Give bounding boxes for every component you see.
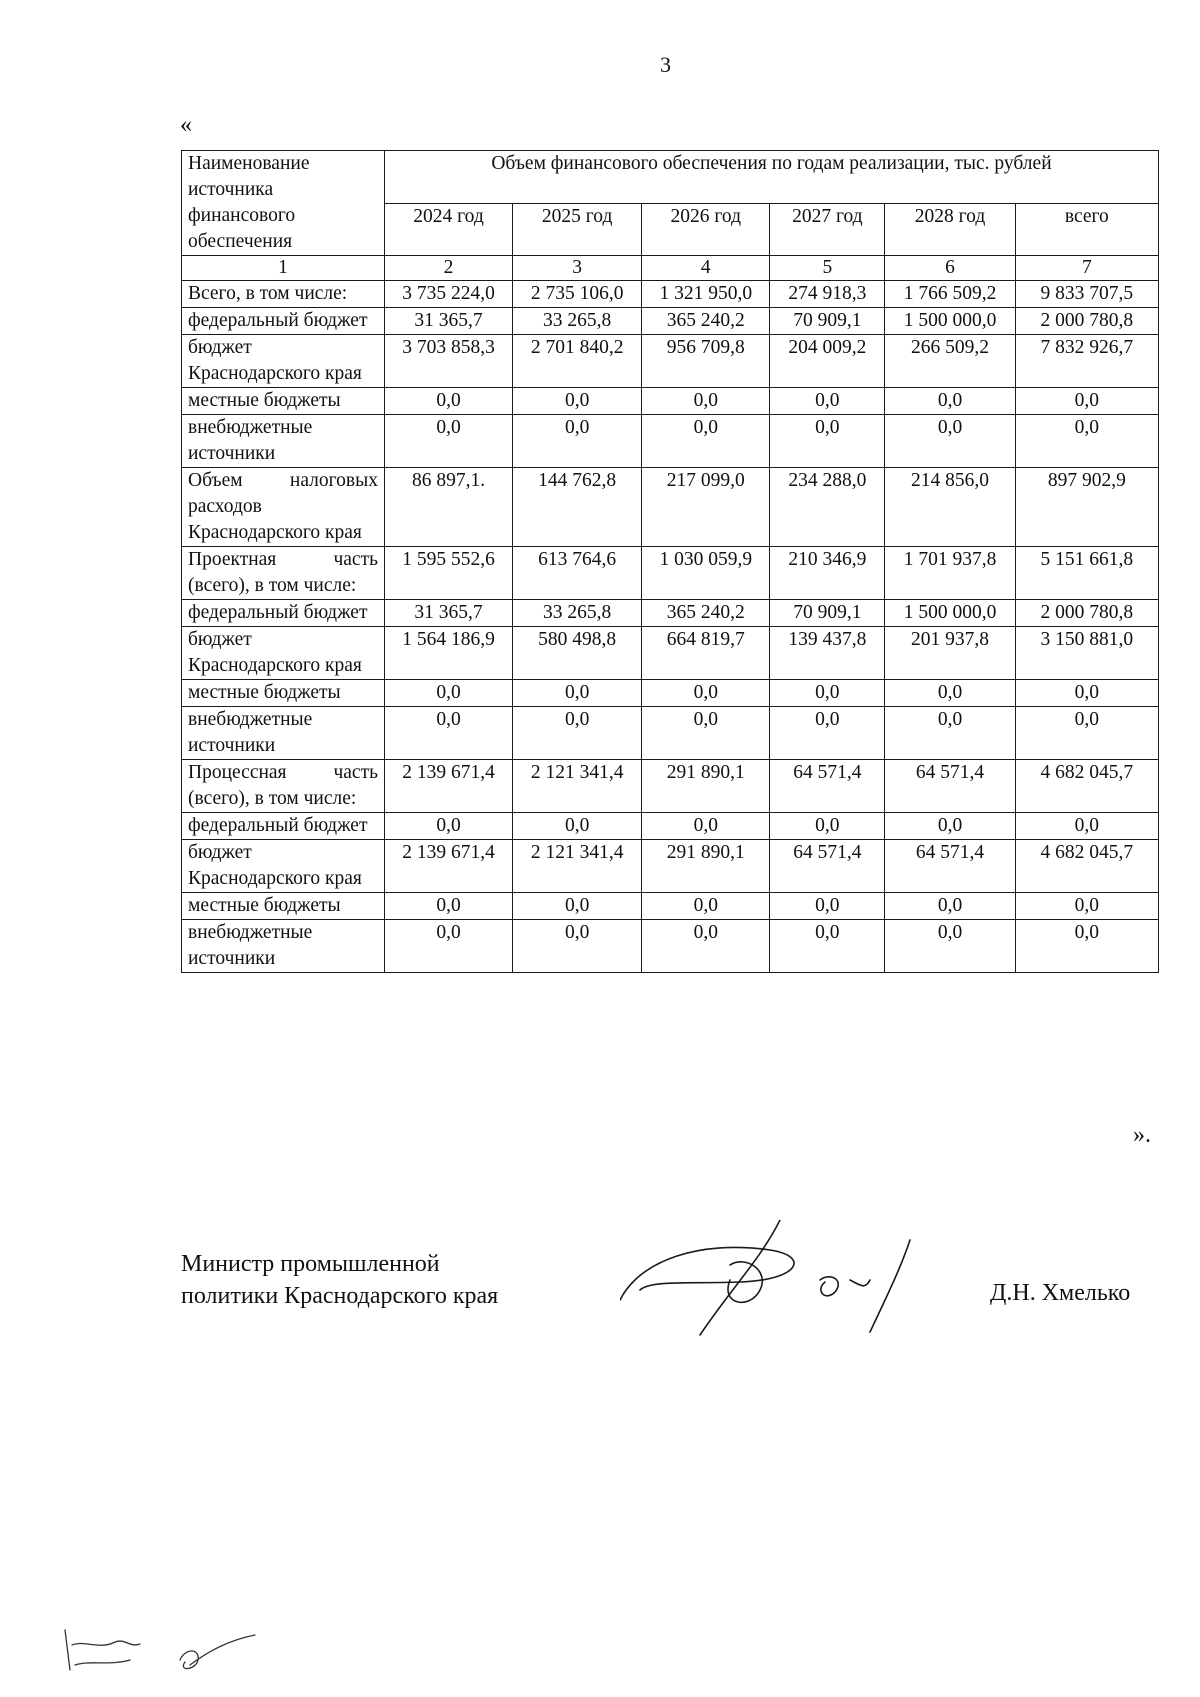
value-cell: 64 571,4 [770,760,885,813]
table-row [182,893,1159,920]
row-total-cell: 4 682 045,7 [1015,840,1158,893]
row-total-cell: 2 000 780,8 [1015,600,1158,627]
header-row [182,151,1159,204]
row-label: федеральный бюджет [182,813,385,840]
table-row [182,308,1159,335]
value-cell: 0,0 [770,680,885,707]
row-label: местные бюджеты [182,680,385,707]
value-cell: 0,0 [384,813,512,840]
value-cell: 70 909,1 [770,308,885,335]
row-total-cell: 0,0 [1015,893,1158,920]
value-cell: 70 909,1 [770,600,885,627]
value-cell: 31 365,7 [384,308,512,335]
value-cell: 0,0 [885,920,1015,973]
row-label: бюджет Краснодарского края [182,335,385,388]
table-row [182,813,1159,840]
value-cell: 0,0 [642,893,770,920]
column-number: 6 [885,256,1015,281]
value-cell: 3 735 224,0 [384,281,512,308]
year-header: 2026 год [642,203,770,256]
row-label: федеральный бюджет [182,600,385,627]
opening-quote: « [180,112,192,138]
year-header: 2024 год [384,203,512,256]
row-total-cell: 897 902,9 [1015,468,1158,547]
value-cell: 144 762,8 [513,468,642,547]
table-row [182,468,1159,547]
value-cell: 1 766 509,2 [885,281,1015,308]
value-cell: 0,0 [642,388,770,415]
row-label: внебюджетные источники [182,707,385,760]
closing-quote: ». [1133,1122,1151,1148]
column-number: 5 [770,256,885,281]
handwritten-signature [620,1220,940,1340]
value-cell: 217 099,0 [642,468,770,547]
value-cell: 1 321 950,0 [642,281,770,308]
value-cell: 33 265,8 [513,600,642,627]
initials-scribble [60,1620,260,1690]
row-label: Объем налоговых расходов Краснодарского края [182,468,385,547]
table-row [182,680,1159,707]
table-row [182,707,1159,760]
value-cell: 64 571,4 [885,840,1015,893]
value-cell: 201 937,8 [885,627,1015,680]
row-label: Процессная часть (всего), в том числе: [182,760,385,813]
value-cell: 0,0 [642,415,770,468]
value-cell: 0,0 [384,680,512,707]
row-total-cell: 3 150 881,0 [1015,627,1158,680]
signatory-position [181,1248,498,1312]
value-cell: 266 509,2 [885,335,1015,388]
value-cell: 2 121 341,4 [513,760,642,813]
value-cell: 1 500 000,0 [885,600,1015,627]
value-cell: 0,0 [384,893,512,920]
value-cell: 0,0 [642,707,770,760]
value-cell: 214 856,0 [885,468,1015,547]
column-number: 4 [642,256,770,281]
value-cell: 0,0 [770,893,885,920]
value-cell: 0,0 [885,388,1015,415]
value-cell: 64 571,4 [770,840,885,893]
row-total-cell: 9 833 707,5 [1015,281,1158,308]
value-cell: 365 240,2 [642,600,770,627]
year-header: 2028 год [885,203,1015,256]
row-label: местные бюджеты [182,388,385,415]
row-total-cell: 4 682 045,7 [1015,760,1158,813]
row-total-cell: 2 000 780,8 [1015,308,1158,335]
column-number: 1 [182,256,385,281]
value-cell: 0,0 [384,920,512,973]
table-row [182,281,1159,308]
row-label: федеральный бюджет [182,308,385,335]
value-cell: 139 437,8 [770,627,885,680]
value-cell: 956 709,8 [642,335,770,388]
signatory-name: Д.Н. Хмелько [990,1280,1131,1306]
row-total-cell: 0,0 [1015,415,1158,468]
row-label: внебюджетные источники [182,920,385,973]
row-total-cell: 0,0 [1015,813,1158,840]
value-cell: 1 500 000,0 [885,308,1015,335]
column-number: 2 [384,256,512,281]
column-number: 3 [513,256,642,281]
value-cell: 2 735 106,0 [513,281,642,308]
value-cell: 365 240,2 [642,308,770,335]
position-line: Министр промышленной [181,1251,440,1277]
page-number: 3 [660,52,671,77]
value-cell: 3 703 858,3 [384,335,512,388]
row-label: Проектная часть (всего), в том числе: [182,547,385,600]
row-total-cell: 0,0 [1015,707,1158,760]
row-total-cell: 0,0 [1015,680,1158,707]
value-cell: 0,0 [642,813,770,840]
value-cell: 1 564 186,9 [384,627,512,680]
value-cell: 31 365,7 [384,600,512,627]
table-row [182,388,1159,415]
row-label: бюджет Краснодарского края [182,840,385,893]
row-total-cell: 0,0 [1015,920,1158,973]
total-header: всего [1015,203,1158,256]
value-cell: 0,0 [384,415,512,468]
header-source: Наименование источника финансового обеспечения [182,151,385,256]
value-cell: 0,0 [770,813,885,840]
value-cell: 2 121 341,4 [513,840,642,893]
table-row [182,600,1159,627]
column-number: 7 [1015,256,1158,281]
value-cell: 664 819,7 [642,627,770,680]
value-cell: 0,0 [885,893,1015,920]
value-cell: 204 009,2 [770,335,885,388]
value-cell: 0,0 [513,707,642,760]
table-body [182,281,1159,973]
row-total-cell: 0,0 [1015,388,1158,415]
value-cell: 0,0 [384,707,512,760]
value-cell: 0,0 [885,707,1015,760]
value-cell: 0,0 [513,388,642,415]
value-cell: 0,0 [770,415,885,468]
value-cell: 0,0 [513,680,642,707]
value-cell: 0,0 [513,893,642,920]
year-header: 2025 год [513,203,642,256]
row-total-cell: 5 151 661,8 [1015,547,1158,600]
value-cell: 0,0 [513,920,642,973]
value-cell: 210 346,9 [770,547,885,600]
header-volume: Объем финансового обеспечения по годам реализации, тыс. рублей [384,151,1158,204]
value-cell: 2 139 671,4 [384,760,512,813]
value-cell: 0,0 [885,813,1015,840]
value-cell: 1 595 552,6 [384,547,512,600]
value-cell: 234 288,0 [770,468,885,547]
table-row [182,627,1159,680]
value-cell: 0,0 [770,388,885,415]
value-cell: 1 030 059,9 [642,547,770,600]
value-cell: 86 897,1. [384,468,512,547]
row-label: внебюджетные источники [182,415,385,468]
value-cell: 0,0 [885,415,1015,468]
row-total-cell: 7 832 926,7 [1015,335,1158,388]
table-row [182,760,1159,813]
row-label: местные бюджеты [182,893,385,920]
table-row [182,415,1159,468]
value-cell: 274 918,3 [770,281,885,308]
value-cell: 2 139 671,4 [384,840,512,893]
value-cell: 291 890,1 [642,840,770,893]
table-row [182,840,1159,893]
value-cell: 580 498,8 [513,627,642,680]
value-cell: 0,0 [513,415,642,468]
value-cell: 0,0 [770,707,885,760]
value-cell: 0,0 [513,813,642,840]
table-row [182,920,1159,973]
year-header: 2027 год [770,203,885,256]
value-cell: 0,0 [770,920,885,973]
table-row [182,547,1159,600]
row-label: бюджет Краснодарского края [182,627,385,680]
value-cell: 64 571,4 [885,760,1015,813]
value-cell: 33 265,8 [513,308,642,335]
column-number-row [182,256,1159,281]
value-cell: 0,0 [642,920,770,973]
value-cell: 2 701 840,2 [513,335,642,388]
value-cell: 0,0 [885,680,1015,707]
position-line: политики Краснодарского края [181,1283,499,1309]
value-cell: 1 701 937,8 [885,547,1015,600]
row-label: Всего, в том числе: [182,281,385,308]
value-cell: 0,0 [384,388,512,415]
table-row [182,335,1159,388]
value-cell: 613 764,6 [513,547,642,600]
value-cell: 0,0 [642,680,770,707]
value-cell: 291 890,1 [642,760,770,813]
financing-table [181,150,1159,973]
